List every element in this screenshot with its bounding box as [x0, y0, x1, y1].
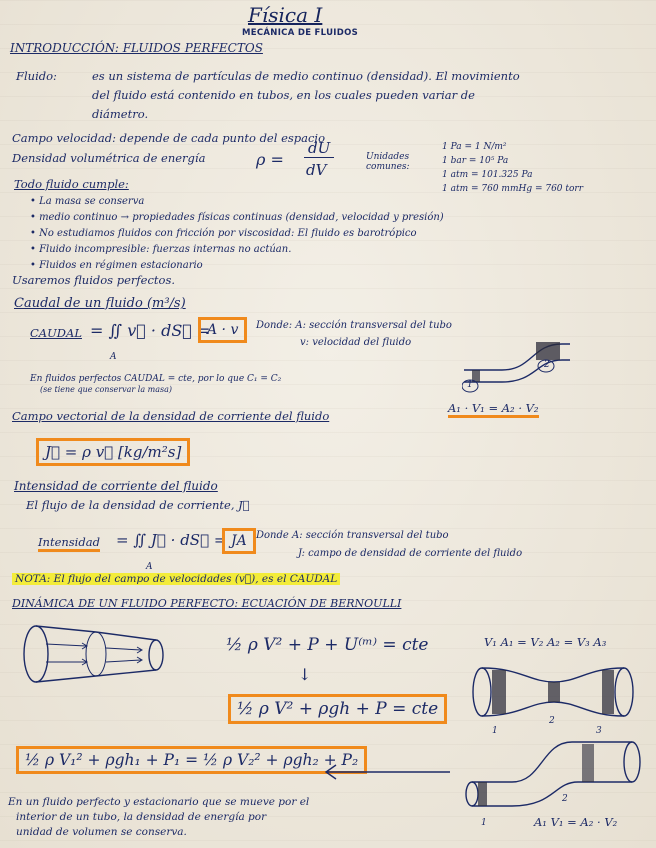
nota-text: NOTA: El flujo del campo de velocidades (v⃗), es el CAUDAL [12, 573, 340, 585]
venturi-label-3: 3 [596, 726, 602, 736]
tube-label-2: 2 [562, 794, 568, 804]
caudal-equation [448, 402, 539, 415]
venturi-label-2: 2 [549, 716, 555, 726]
intro-heading: INTRODUCCIÓN: FLUIDOS PERFECTOS [10, 41, 263, 55]
campo-velocidad: Campo velocidad: depende de cada punto del espacio [12, 131, 326, 145]
caudal-donde-A: Donde: A: sección transversal del tubo [256, 320, 452, 331]
bernoulli-eq-2-box: ½ ρ V² + ρgh + P = cte [228, 694, 447, 724]
caudal-sub: A [110, 352, 117, 362]
fluido-line-3: diámetro. [92, 107, 149, 121]
final-line-1: En un fluido perfecto y estacionario que se mueve por el [8, 796, 310, 808]
elevated-tube-figure [462, 736, 642, 816]
unit-3: 1 atm = 101.325 Pa [442, 170, 533, 180]
unit-1: 1 Pa = 1 N/m² [442, 142, 507, 152]
caudal-note-1: En fluidos perfectos CAUDAL = cte, por lo que C₁ = C₂ [30, 374, 282, 384]
bullet-5: • Fluidos en régimen estacionario [30, 260, 203, 271]
usaremos: Usaremos fluidos perfectos. [12, 273, 176, 287]
intensidad-donde-A: Donde A: sección transversal del tubo [256, 530, 449, 541]
fluido-line-2: del fluido está contenido en tubos, en los cuales pueden variar de [92, 88, 475, 102]
caudal-tube-figure [462, 336, 612, 408]
bullet-4: • Fluido incompresible: fuerzas internas no actúan. [30, 244, 292, 255]
caudal-fig-label-1: 1 [467, 380, 473, 390]
intensidad-donde-J: J: campo de densidad de corriente del fluido [298, 548, 523, 559]
bernoulli-eq-1: ½ ρ V² + P + U⁽ᵐ⁾ = cte [226, 635, 429, 655]
todo-fluido: Todo fluido cumple: [14, 177, 129, 191]
densidad-label: Densidad volumétrica de energía [12, 151, 206, 165]
tube-equation: A₁ V₁ = A₂ · V₂ [534, 815, 618, 829]
du: dU [304, 140, 334, 158]
bernoulli-eq-3 [16, 752, 367, 770]
caudal-result-box: A · v [198, 317, 247, 343]
caudal-equation-text: A₁ · V₁ = A₂ · V₂ [448, 401, 539, 418]
bullet-2: • medio continuo → propiedades físicas continuas (densidad, velocidad y presión) [30, 212, 444, 223]
venturi-figure [470, 660, 638, 724]
tube-label-1: 1 [481, 818, 487, 828]
caudal-note-2: (se tiene que conservar la masa) [40, 385, 172, 394]
intensidad-sub: A [146, 562, 153, 572]
intensidad-result-box: JA [222, 528, 256, 554]
bernoulli-arrow: ↓ [298, 665, 312, 684]
intensidad-heading: Intensidad de corriente del fluido [14, 479, 218, 493]
fluido-label: Fluido: [16, 69, 57, 83]
intensidad-label-text: Intensidad [38, 535, 100, 552]
intensidad-formula: = ∬ J⃗ · dS⃗ = [116, 531, 227, 549]
caudal-heading: Caudal de un fluido (m³/s) [14, 296, 186, 311]
final-line-3: unidad de volumen se conserva. [16, 826, 187, 838]
caudal-result [198, 322, 247, 338]
bullet-1: • La masa se conserva [30, 196, 145, 207]
final-line-2: interior de un tubo, la densidad de energía por [16, 811, 267, 823]
rho-symbol: ρ = [256, 150, 284, 169]
campo-vectorial-box: J⃗ = ρ v⃗ [kg/m²s] [36, 438, 190, 466]
intensidad-result [222, 533, 256, 549]
caudal-fig-label-2: 2 [544, 360, 550, 370]
bernoulli-heading: DINÁMICA DE UN FLUIDO PERFECTO: ECUACIÓN DE BERNOULLI [12, 597, 402, 610]
unidades-label: Unidades comunes: [366, 152, 410, 173]
unit-2: 1 bar = 10⁵ Pa [442, 156, 509, 166]
fluido-line-1: es un sistema de partículas de medio continuo (densidad). El movimiento [92, 69, 520, 83]
intensidad-label [38, 536, 100, 549]
caudal-integral: = ∬ v⃗ · dS⃗ = [90, 321, 211, 340]
campo-vectorial-heading: Campo vectorial de la densidad de corriente del fluido [12, 409, 330, 423]
campo-vectorial-formula [36, 444, 190, 461]
page-subtitle: MECÁNICA DE FLUIDOS [242, 28, 359, 38]
bernoulli-eq-2 [228, 700, 447, 720]
venturi-equation: V₁ A₁ = V₂ A₂ = V₃ A₃ [484, 635, 607, 649]
unit-4: 1 atm = 760 mmHg = 760 torr [442, 184, 584, 194]
nota [12, 573, 340, 585]
bullet-3: • No estudiamos fluidos con fricción por viscosidad: El fluido es barotrópico [30, 228, 417, 239]
caudal-label: CAUDAL [30, 326, 82, 340]
caudal-donde-v: v: velocidad del fluido [300, 337, 412, 348]
venturi-label-1: 1 [492, 726, 498, 736]
bernoulli-eq-3-box: ½ ρ V₁² + ρgh₁ + P₁ = ½ ρ V₂² + ρgh₂ + P₂ [16, 746, 367, 774]
page-title: Física I [248, 3, 323, 27]
intensidad-desc: El flujo de la densidad de corriente, J⃗ [26, 498, 250, 512]
dv: dV [306, 161, 327, 179]
arrow-left-icon [322, 762, 452, 782]
bernoulli-tube-figure [16, 618, 166, 692]
